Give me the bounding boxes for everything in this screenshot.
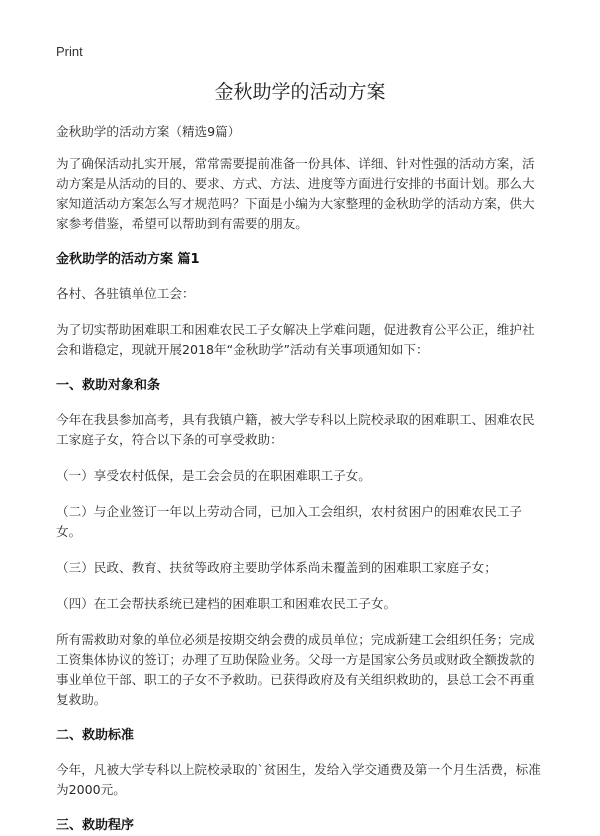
heading-standard: 二、救助标准 — [56, 728, 135, 743]
heading-procedure: 三、救助程序 — [56, 818, 135, 833]
section-heading-1: 金秋助学的活动方案 篇1 — [56, 252, 200, 267]
greeting-paragraph: 各村、各驻镇单位工会： — [56, 286, 195, 301]
print-label[interactable]: Print — [56, 44, 83, 59]
list-item-1: （一）享受农村低保，是工会会员的在职困难职工子女。 — [56, 468, 371, 483]
targets-intro-paragraph: 今年在我县参加高考，具有我镇户籍，被大学专科以上院校录取的困难职工、困难农民工家庭子女，符合以下条的可享受救助： — [56, 412, 535, 447]
list-item-2: （二）与企业签订一年以上劳动合同，已加入工会组织，农村贫困户的困难农民工子女。 — [56, 504, 522, 539]
document-subtitle: 金秋助学的活动方案（精选9篇） — [56, 124, 241, 139]
document-title: 金秋助学的活动方案 — [214, 81, 386, 103]
notice-paragraph: 为了切实帮助困难职工和困难农民工子女解决上学难问题，促进教育公平公正，维护社会和谐稳定，现就开展2018年“金秋助学”活动有关事项通知如下： — [56, 322, 535, 357]
list-item-3: （三）民政、教育、扶贫等政府主要助学体系尚未覆盖到的困难职工家庭子女； — [56, 560, 497, 575]
targets-note-paragraph: 所有需救助对象的单位必须是按期交纳会费的成员单位；完成新建工会组织任务；完成工资集体协议的签订；办理了互助保险业务。父母一方是国家公务员或财政全额拨款的事业单位干部、职工的子女不予救助。已获得政府及有关组织救助的，县总工会不再重复救助。 — [56, 632, 535, 707]
heading-targets: 一、救助对象和条 — [56, 378, 161, 393]
list-item-4: （四）在工会帮扶系统已建档的困难职工和困难农民工子女。 — [56, 596, 397, 611]
intro-paragraph: 为了确保活动扎实开展，常常需要提前准备一份具体、详细、针对性强的活动方案，活动方案是从活动的目的、要求、方式、方法、进度等方面进行安排的书面计划。那么大家知道活动方案怎么写才规范吗？下面是小编为大家整理的金秋助学的活动方案，供大家参考借鉴，希望可以帮助到有需要的朋友。 — [56, 156, 535, 231]
standard-paragraph: 今年，凡被大学专科以上院校录取的`贫困生，发给入学交通费及第一个月生活费，标准为2000元。 — [56, 762, 541, 797]
